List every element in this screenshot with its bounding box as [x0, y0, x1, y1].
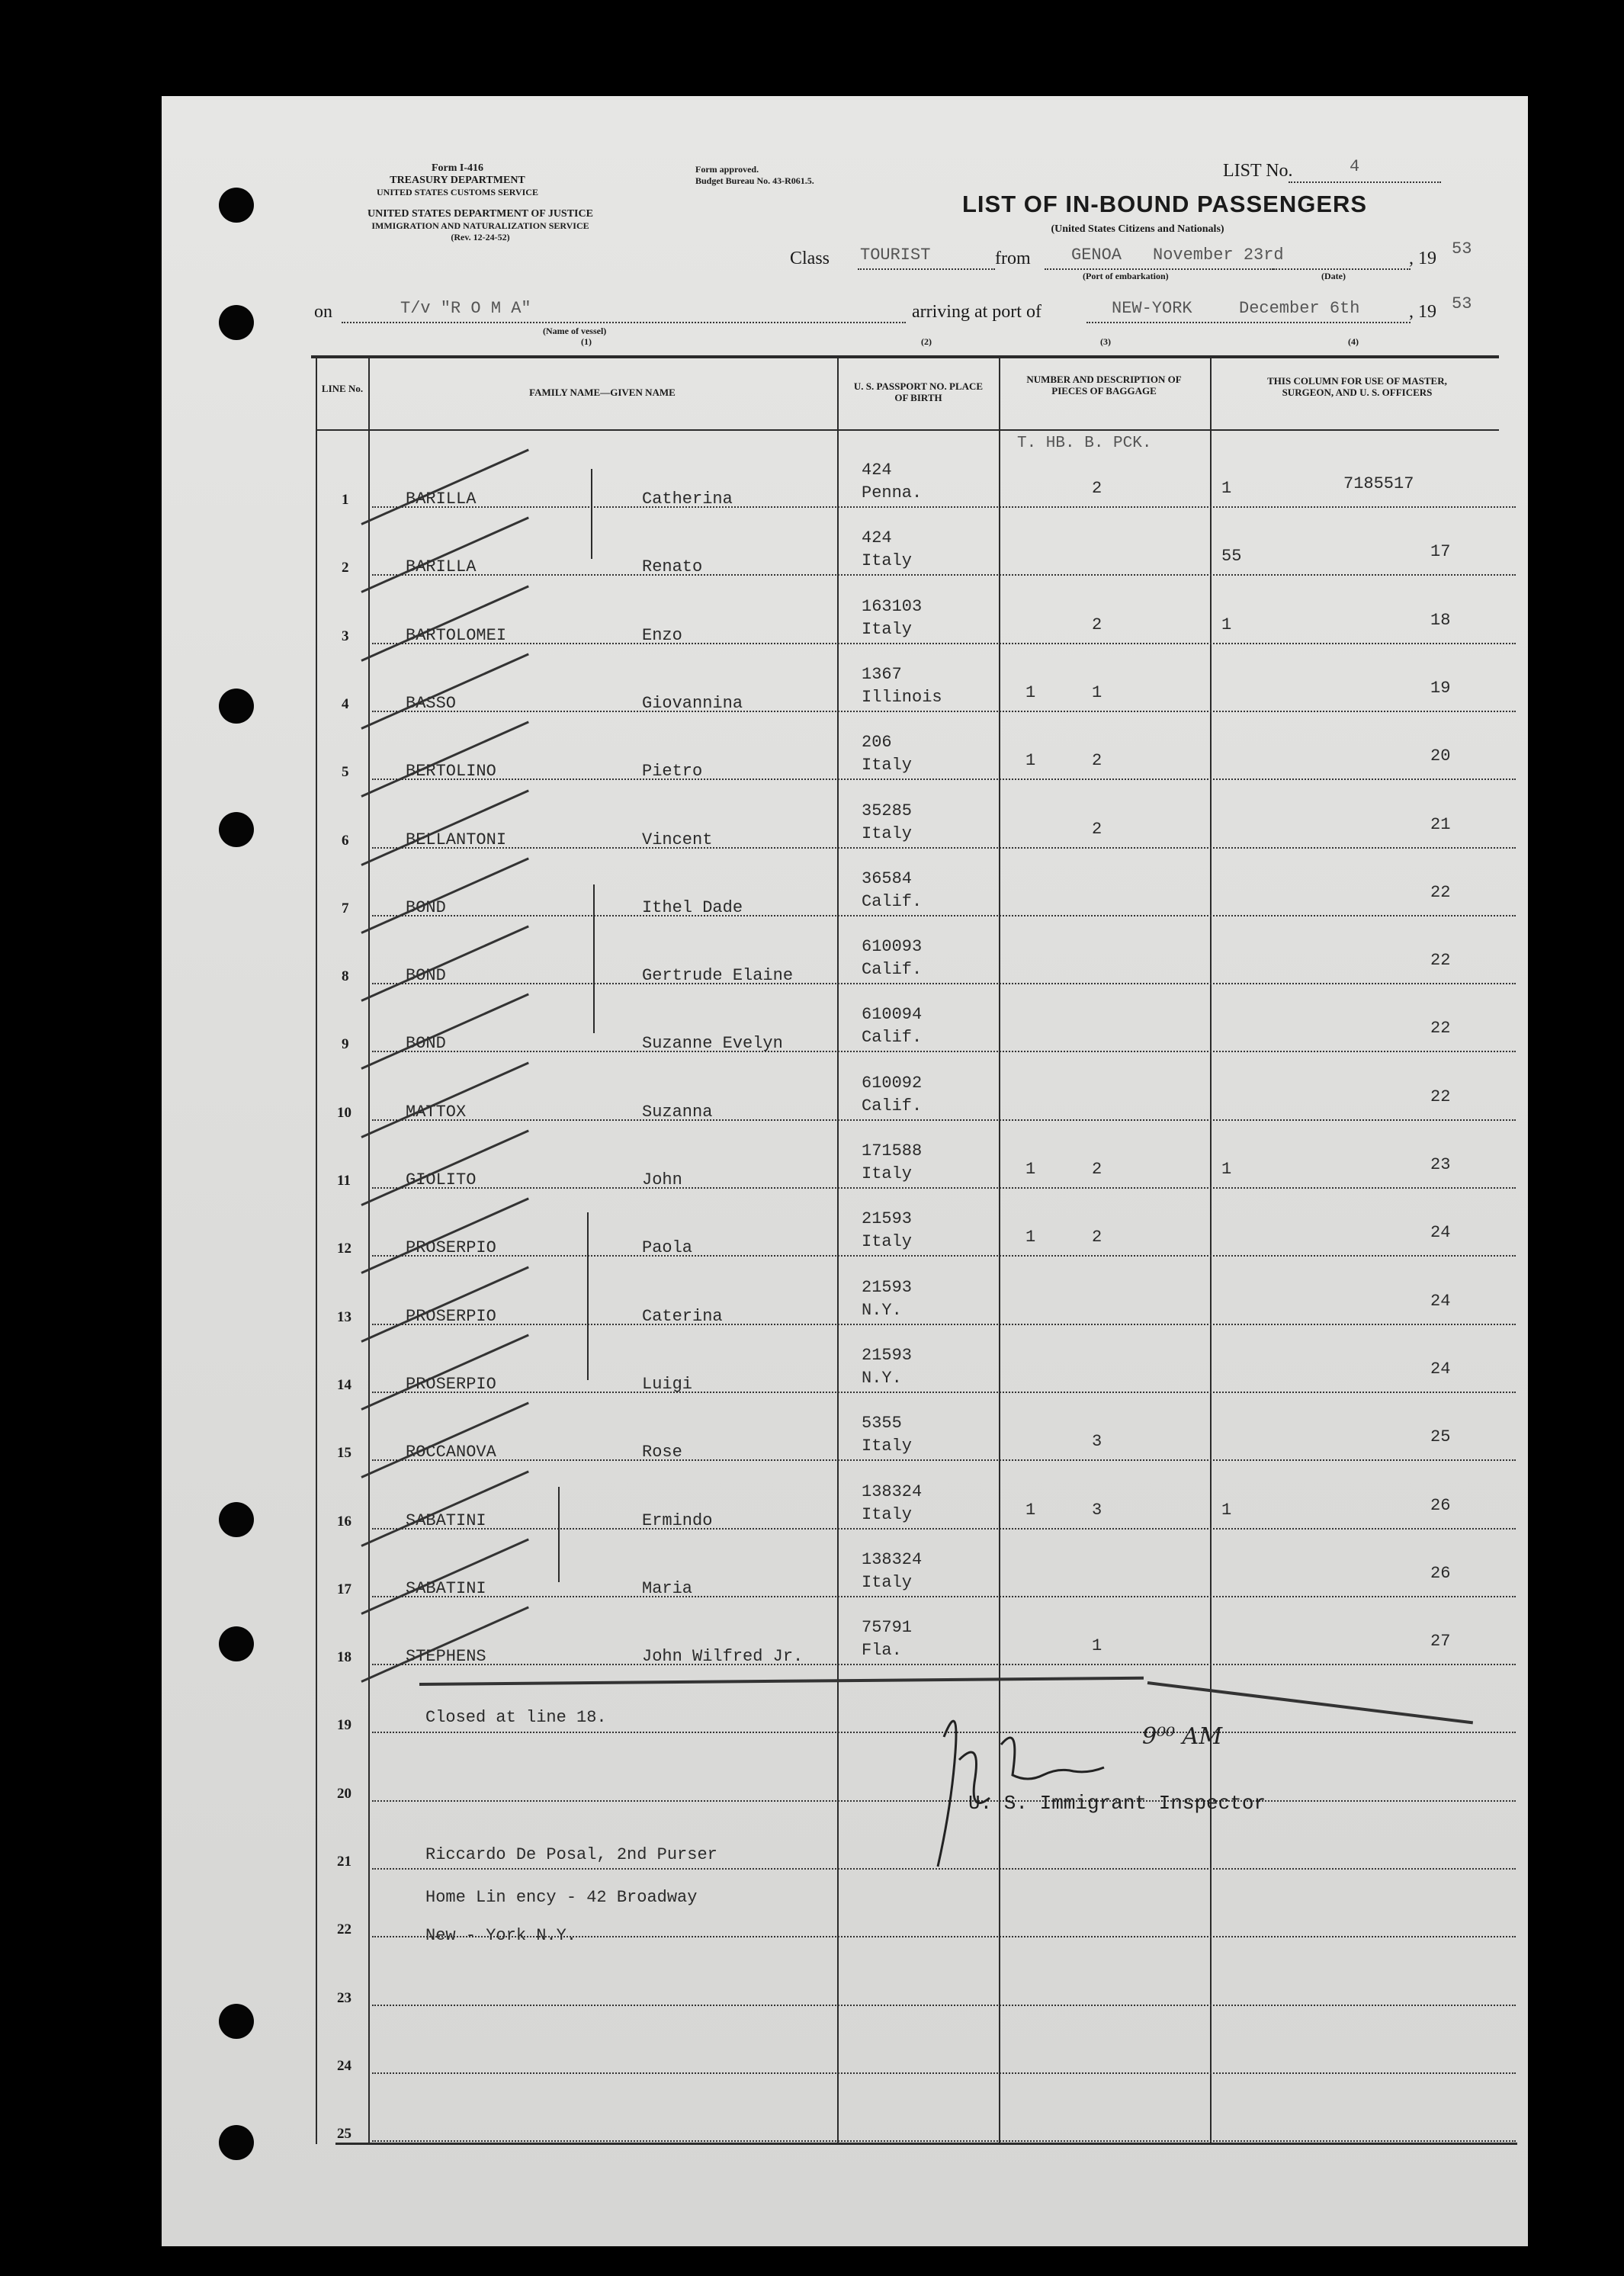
baggage-packages: 55 [1221, 547, 1242, 567]
form-sheet [162, 96, 1528, 2246]
place-of-birth: Calif. [862, 960, 923, 980]
family-name: BOND [406, 1034, 446, 1054]
place-of-birth: Illinois [862, 687, 942, 707]
place-of-birth: Italy [862, 823, 913, 843]
binder-hole [219, 2125, 254, 2160]
passport-number: 36584 [862, 868, 913, 888]
officer-entry: 20 [1430, 746, 1451, 766]
baggage-handbags: 2 [1092, 751, 1102, 771]
place-of-birth: Italy [862, 1232, 913, 1252]
binder-hole [219, 188, 254, 223]
given-name: Rose [642, 1443, 682, 1462]
family-name: MATTOX [406, 1102, 467, 1122]
officer-entry: 23 [1430, 1155, 1451, 1174]
inspector-title: U. S. Immigrant Inspector [968, 1792, 1266, 1815]
line-number: 2 [342, 560, 349, 576]
line-number: 17 [337, 1581, 351, 1597]
col-divider-line [368, 358, 370, 2143]
arriving-label: arriving at port of [912, 302, 1041, 322]
place-of-birth: N.Y. [862, 1368, 902, 1388]
passport-number: 21593 [862, 1277, 913, 1297]
col-divider-name [837, 358, 839, 2143]
row-rule [372, 506, 1516, 508]
vessel-caption: (Name of vessel) [543, 326, 607, 336]
place-of-birth: Italy [862, 551, 913, 571]
given-name: John Wilfred Jr. [642, 1647, 804, 1667]
officer-entry: 24 [1430, 1291, 1451, 1311]
budget-bureau: Budget Bureau No. 43-R061.5. [695, 175, 814, 186]
closed-at-line: Closed at line 18. [425, 1708, 607, 1727]
row-rule [372, 711, 1516, 712]
line-number: 6 [342, 832, 349, 849]
passport-number: 171588 [862, 1141, 923, 1160]
baggage-packages: 1 [1221, 615, 1232, 634]
family-bracket [591, 469, 592, 559]
col-number-2: (2) [921, 336, 932, 347]
row-rule [372, 1187, 1516, 1189]
col-number-3: (3) [1100, 336, 1111, 347]
passport-number: 5355 [862, 1414, 902, 1433]
row-rule [372, 1255, 1516, 1257]
place-of-birth: Fla. [862, 1641, 902, 1661]
date-caption: (Date) [1321, 271, 1346, 281]
row-rule [372, 1051, 1516, 1052]
given-name: John [642, 1170, 682, 1189]
given-name: Vincent [642, 830, 713, 849]
family-name: BARILLA [406, 490, 477, 509]
passport-number: 206 [862, 733, 892, 753]
row-rule [372, 1324, 1516, 1325]
given-name: Renato [642, 557, 703, 577]
row-rule [372, 2005, 1516, 2006]
family-name: PROSERPIO [406, 1238, 496, 1258]
line-number: 3 [342, 628, 349, 644]
passport-number: 75791 [862, 1618, 913, 1638]
col-header-name: FAMILY NAME—GIVEN NAME [529, 387, 676, 398]
class-label: Class [790, 249, 830, 268]
baggage-handbags: 2 [1092, 615, 1102, 634]
port-caption: (Port of embarkation) [1083, 271, 1169, 281]
passport-number: 610093 [862, 937, 923, 957]
family-name: ROCCANOVA [406, 1443, 496, 1462]
list-no-label: LIST No. [1223, 161, 1293, 181]
from-label: from [995, 249, 1031, 268]
baggage-trunks: 1 [1025, 1160, 1036, 1179]
line-number: 12 [337, 1241, 351, 1257]
vessel-name: T/v "R O M A" [400, 299, 531, 318]
family-bracket [558, 1487, 560, 1582]
purser-name: Riccardo De Posal, 2nd Purser [425, 1845, 717, 1864]
family-name: BERTOLINO [406, 762, 496, 782]
place-of-birth: Calif. [862, 891, 923, 911]
row-rule [372, 1119, 1516, 1121]
place-of-birth: Italy [862, 619, 913, 639]
col-header-officers: THIS COLUMN FOR USE OF MASTER, SURGEON, AND U. S. OFFICERS [1267, 375, 1447, 398]
vessel-col-number: (1) [581, 336, 592, 347]
inspector-time-note: 9⁰⁰ AM [1142, 1723, 1223, 1750]
given-name: Luigi [642, 1374, 693, 1394]
given-name: Maria [642, 1578, 693, 1598]
given-name: Suzanne Evelyn [642, 1034, 783, 1054]
row-rule [372, 915, 1516, 916]
given-name: Suzanna [642, 1102, 713, 1122]
baggage-trunks: 1 [1025, 682, 1036, 702]
given-name: Ermindo [642, 1510, 713, 1530]
family-name: PROSERPIO [406, 1306, 496, 1326]
family-name: PROSERPIO [406, 1374, 496, 1394]
passport-number: 35285 [862, 801, 913, 820]
officer-entry: 19 [1430, 678, 1451, 698]
binder-hole [219, 305, 254, 340]
baggage-packages: 1 [1221, 1160, 1232, 1179]
justice-department: UNITED STATES DEPARTMENT OF JUSTICE [367, 208, 593, 220]
line-number: 10 [337, 1104, 351, 1121]
row-rule [372, 643, 1516, 644]
agency-address: Home Lin ency - 42 Broadway [425, 1888, 698, 1907]
baggage-packages: 1 [1221, 1500, 1232, 1520]
on-label: on [314, 302, 332, 322]
officer-entry: 18 [1430, 610, 1451, 630]
passport-number: 163103 [862, 596, 923, 616]
line-number: 5 [342, 764, 349, 781]
officer-entry: 22 [1430, 1019, 1451, 1038]
table-header-bottom [316, 429, 1499, 431]
form-approved: Form approved. [695, 164, 759, 175]
family-name: BELLANTONI [406, 830, 507, 849]
baggage-handbags: 2 [1092, 1228, 1102, 1247]
passport-number: 138324 [862, 1481, 923, 1501]
line-number: 21 [337, 1854, 351, 1870]
line-number: 9 [342, 1036, 349, 1053]
given-name: Enzo [642, 625, 682, 645]
page-title: LIST OF IN-BOUND PASSENGERS [962, 191, 1368, 217]
table-top-border [311, 355, 1499, 358]
line-number: 25 [337, 2126, 351, 2143]
officer-entry: 7185517 [1343, 474, 1414, 493]
passport-number: 424 [862, 528, 892, 548]
officer-entry: 24 [1430, 1223, 1451, 1243]
class-line [858, 268, 995, 270]
from-port: GENOA [1071, 246, 1122, 265]
given-name: Pietro [642, 762, 703, 782]
given-name: Paola [642, 1238, 693, 1258]
baggage-handbags: 3 [1092, 1432, 1102, 1452]
col-header-line-no: LINE No. [321, 383, 364, 394]
family-name: BOND [406, 897, 446, 917]
line-number: 4 [342, 695, 349, 712]
officer-entry: 27 [1430, 1632, 1451, 1652]
baggage-handbags: 2 [1092, 1160, 1102, 1179]
family-name: STEPHENS [406, 1647, 486, 1667]
inspector-signature [929, 1691, 1249, 1878]
place-of-birth: N.Y. [862, 1300, 902, 1320]
place-of-birth: Italy [862, 1164, 913, 1183]
baggage-subheader: T. HB. B. PCK. [1017, 435, 1152, 452]
officer-entry: 22 [1430, 882, 1451, 902]
binder-hole [219, 689, 254, 724]
baggage-handbags: 3 [1092, 1500, 1102, 1520]
given-name: Catherina [642, 490, 733, 509]
family-bracket [587, 1212, 589, 1380]
passport-number: 21593 [862, 1345, 913, 1365]
signature-scribble [929, 1691, 1249, 1874]
passport-number: 610094 [862, 1005, 923, 1025]
binder-hole [219, 812, 254, 847]
officer-entry: 22 [1430, 1087, 1451, 1106]
customs-service: UNITED STATES CUSTOMS SERVICE [377, 187, 538, 197]
row-rule [372, 2140, 1516, 2142]
arrival-line [1086, 322, 1411, 323]
officer-entry: 17 [1430, 542, 1451, 562]
baggage-handbags: 2 [1092, 819, 1102, 839]
place-of-birth: Italy [862, 756, 913, 775]
binder-hole [219, 1502, 254, 1537]
family-name: GIOLITO [406, 1170, 477, 1189]
place-of-birth: Calif. [862, 1096, 923, 1116]
page-subtitle: (United States Citizens and Nationals) [1051, 223, 1224, 235]
line-number: 16 [337, 1513, 351, 1530]
officer-entry: 21 [1430, 814, 1451, 834]
arrival-year-prefix: , 19 [1409, 302, 1436, 322]
form-number: Form I-416 [431, 162, 484, 174]
ins-name: IMMIGRATION AND NATURALIZATION SERVICE [371, 220, 589, 231]
row-rule [372, 1664, 1516, 1665]
given-name: Gertrude Elaine [642, 966, 794, 986]
col-header-baggage: NUMBER AND DESCRIPTION OF PIECES OF BAGGAGE [1026, 374, 1182, 396]
officer-entry: 25 [1430, 1427, 1451, 1447]
passport-number: 610092 [862, 1073, 923, 1093]
line-number: 19 [337, 1717, 351, 1734]
row-rule [372, 1392, 1516, 1393]
given-name: Giovannina [642, 693, 743, 713]
table-left-border [316, 358, 317, 2144]
line-number: 13 [337, 1308, 351, 1325]
row-rule [372, 1528, 1516, 1530]
row-rule [372, 847, 1516, 849]
arrival-year: 53 [1452, 294, 1472, 313]
baggage-trunks: 1 [1025, 751, 1036, 771]
passport-number: 1367 [862, 664, 902, 684]
family-name: SABATINI [406, 1578, 486, 1598]
officer-entry: 22 [1430, 951, 1451, 971]
given-name: Caterina [642, 1306, 723, 1326]
binder-hole [219, 2004, 254, 2039]
baggage-handbags: 1 [1092, 1636, 1102, 1656]
row-rule [372, 1596, 1516, 1597]
treasury-department: TREASURY DEPARTMENT [390, 175, 525, 186]
arrival-date: December 6th [1239, 299, 1360, 318]
arrival-port: NEW-YORK [1112, 299, 1192, 318]
line-number: 14 [337, 1376, 351, 1393]
family-name: BARILLA [406, 557, 477, 577]
baggage-packages: 1 [1221, 479, 1232, 498]
row-rule [372, 2072, 1516, 2074]
line-number: 22 [337, 1921, 351, 1938]
revision-date: (Rev. 12-24-52) [451, 232, 510, 242]
departure-year-prefix: , 19 [1409, 249, 1436, 268]
vessel-line [342, 322, 906, 323]
line-number: 1 [342, 492, 349, 508]
list-no-line [1289, 181, 1441, 183]
family-name: BOND [406, 966, 446, 986]
line-number: 20 [337, 1785, 351, 1802]
list-no-value: 4 [1350, 157, 1360, 176]
place-of-birth: Italy [862, 1572, 913, 1592]
place-of-birth: Calif. [862, 1028, 923, 1048]
line-number: 18 [337, 1649, 351, 1666]
col-number-4: (4) [1348, 336, 1359, 347]
family-name: SABATINI [406, 1510, 486, 1530]
officer-entry: 26 [1430, 1495, 1451, 1515]
baggage-trunks: 1 [1025, 1500, 1036, 1520]
family-bracket [593, 884, 595, 1033]
given-name: Ithel Dade [642, 897, 743, 917]
agency-city: New - York N.Y. [425, 1926, 577, 1945]
binder-hole [219, 1626, 254, 1661]
baggage-handbags: 1 [1092, 682, 1102, 702]
departure-date: November 23rd [1153, 246, 1284, 265]
line-number: 24 [337, 2057, 351, 2074]
class-value: TOURIST [860, 246, 931, 265]
place-of-birth: Italy [862, 1437, 913, 1456]
baggage-handbags: 2 [1092, 479, 1102, 498]
baggage-trunks: 1 [1025, 1228, 1036, 1247]
row-rule [372, 983, 1516, 984]
row-rule [372, 778, 1516, 780]
passport-number: 138324 [862, 1549, 923, 1569]
departure-year: 53 [1452, 239, 1472, 258]
line-number: 15 [337, 1445, 351, 1462]
place-of-birth: Italy [862, 1504, 913, 1524]
col-header-passport: U. S. PASSPORT NO. PLACE OF BIRTH [853, 380, 984, 403]
family-name: BASSO [406, 693, 457, 713]
place-of-birth: Penna. [862, 483, 923, 502]
line-number: 8 [342, 968, 349, 985]
family-name: BARTOLOMEI [406, 625, 507, 645]
line-number: 11 [337, 1173, 351, 1189]
line-number: 23 [337, 1989, 351, 2006]
passport-number: 21593 [862, 1209, 913, 1229]
officer-entry: 26 [1430, 1563, 1451, 1583]
row-rule [372, 1459, 1516, 1461]
officer-entry: 24 [1430, 1359, 1451, 1379]
line-number: 7 [342, 900, 349, 916]
passport-number: 424 [862, 461, 892, 480]
row-rule [372, 574, 1516, 576]
table-bottom-border [335, 2143, 1517, 2145]
